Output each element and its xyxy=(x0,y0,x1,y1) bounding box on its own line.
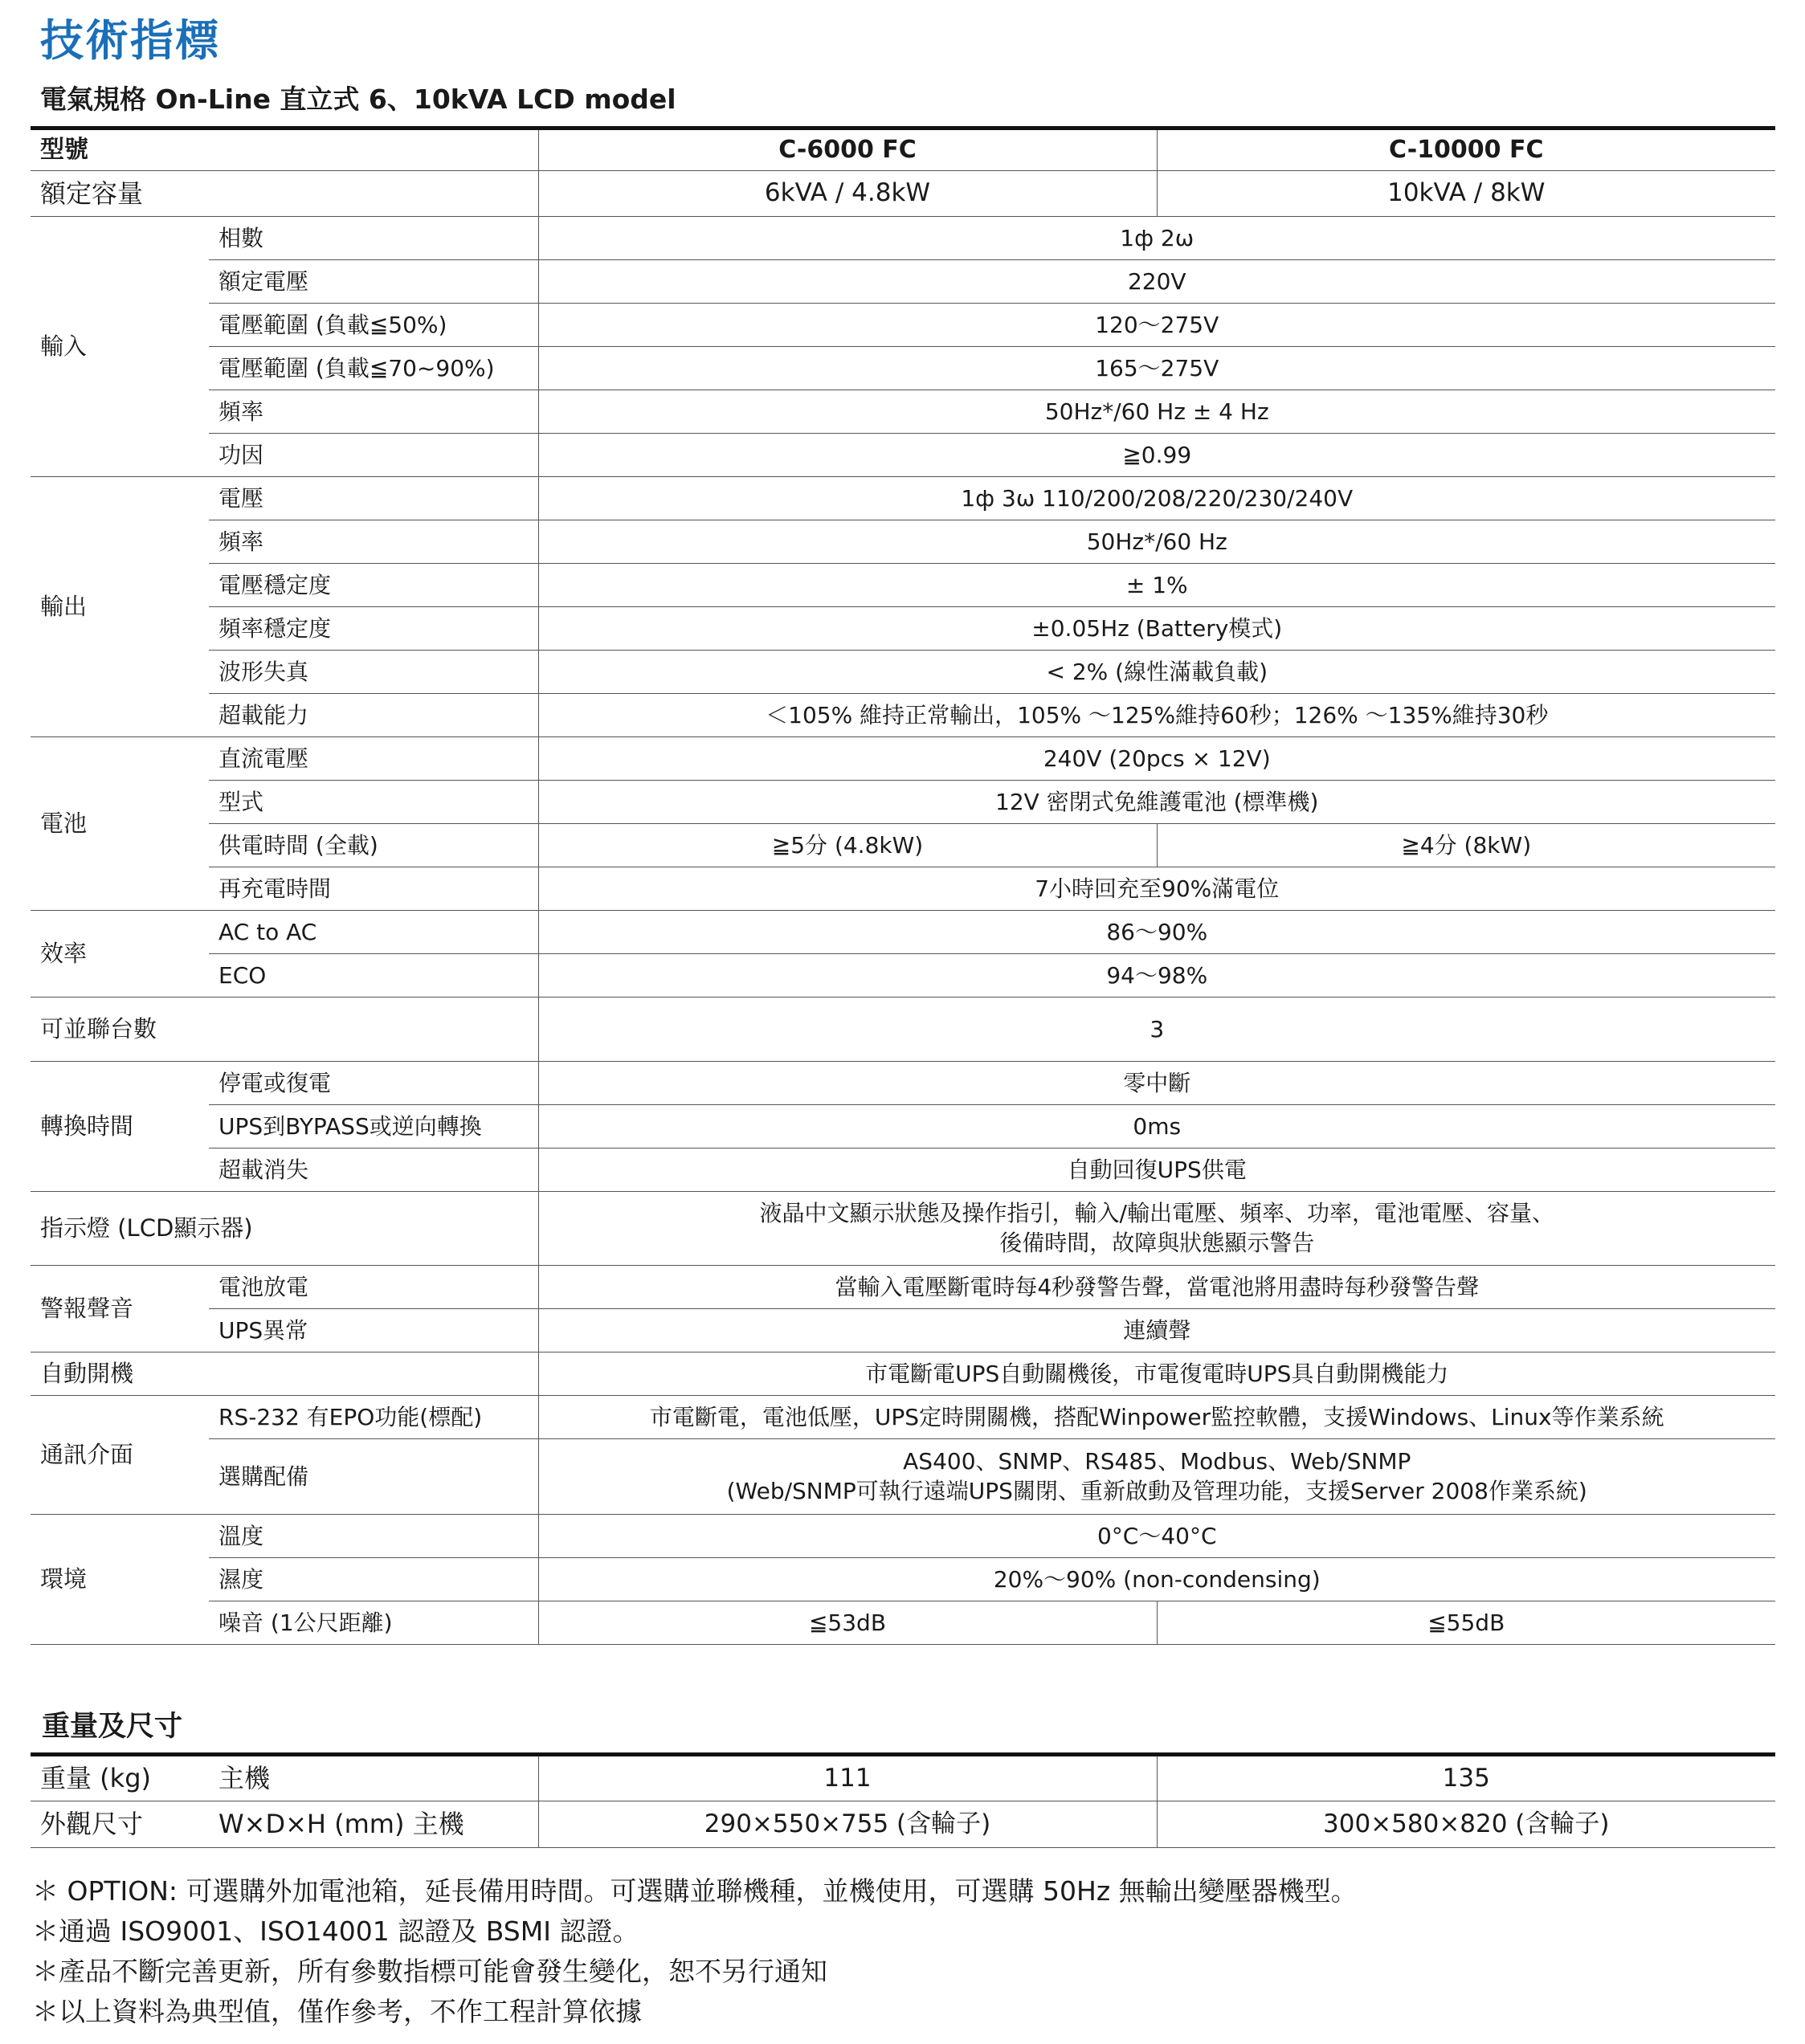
spec-row xyxy=(31,1148,1775,1192)
spec-name: 電壓穩定度 xyxy=(209,564,538,607)
spec-value: ＜105% 維持正常輸出，105% ～125%維持60秒；126% ～135%維持30秒 xyxy=(538,694,1775,737)
spec-value: 120～275V xyxy=(538,304,1775,347)
spec-value: 1ф 3ω 110/200/208/220/230/240V xyxy=(538,477,1775,520)
spec-row xyxy=(31,477,1775,520)
category-efficiency: 效率 xyxy=(31,911,209,998)
spec-row xyxy=(31,1105,1775,1148)
category-parallel: 可並聯台數 xyxy=(31,998,538,1062)
spec-row xyxy=(31,651,1775,694)
spec-row xyxy=(31,781,1775,824)
spec-value: 86～90% xyxy=(538,911,1775,954)
model-name: C-10000 FC xyxy=(1157,129,1775,171)
spec-row xyxy=(31,260,1775,304)
spec-name: 頻率穩定度 xyxy=(209,607,538,651)
spec-row xyxy=(31,954,1775,998)
dimension-label: 外觀尺寸 xyxy=(31,1801,209,1848)
spec-row xyxy=(31,1515,1775,1558)
footnote: ＊ OPTION: 可選購外加電池箱，延長備用時間。可選購並聯機種，並機使用，可選購 50Hz 無輸出變壓器機型。 xyxy=(32,1875,1358,1907)
spec-value: ±0.05Hz (Battery模式) xyxy=(538,607,1775,651)
model-header-row xyxy=(31,129,1775,171)
spec-value: 市電斷電UPS自動關機後，市電復電時UPS具自動開機能力 xyxy=(538,1352,1775,1396)
comm-option-line: (Web/SNMP可執行遠端UPS關閉、重新啟動及管理功能，支援Server 2008作業系統) xyxy=(726,1477,1587,1504)
spec-value: 50Hz*/60 Hz xyxy=(538,520,1775,564)
spec-name: ECO xyxy=(209,954,538,998)
footnote: ＊以上資料為典型值，僅作參考，不作工程計算依據 xyxy=(32,1996,642,2027)
footnote: ＊產品不斷完善更新，所有參數指標可能會發生變化，恕不另行通知 xyxy=(32,1956,827,1987)
spec-value: 自動回復UPS供電 xyxy=(538,1148,1775,1192)
category-output: 輸出 xyxy=(31,477,209,737)
capacity-row xyxy=(31,171,1775,217)
model-name: C-6000 FC xyxy=(538,129,1157,171)
spec-value: 7小時回充至90%滿電位 xyxy=(538,867,1775,911)
spec-row xyxy=(31,1601,1775,1645)
spec-value: 165～275V xyxy=(538,347,1775,390)
spec-name: 電壓範圍 (負載≦50%) xyxy=(209,304,538,347)
weight-row xyxy=(31,1755,1775,1801)
weight-label: 重量 (kg) xyxy=(31,1755,209,1801)
dimension-row xyxy=(31,1801,1775,1848)
spec-row xyxy=(31,1352,1775,1396)
spec-name: 主機 xyxy=(209,1755,538,1801)
spec-name: 頻率 xyxy=(209,520,538,564)
spec-value: 290×550×755 (含輪子) xyxy=(538,1801,1157,1848)
category-comm: 通訊介面 xyxy=(31,1396,209,1515)
category-transfer: 轉換時間 xyxy=(31,1062,209,1192)
spec-value: 市電斷電，電池低壓，UPS定時開關機，搭配Winpower監控軟體，支援Windows、Linux等作業系統 xyxy=(538,1396,1775,1439)
spec-name: UPS異常 xyxy=(209,1309,538,1352)
category-alarm: 警報聲音 xyxy=(31,1266,209,1352)
spec-value xyxy=(538,1192,1775,1266)
page-title: 技術指標 xyxy=(40,15,220,66)
spec-row xyxy=(31,1439,1775,1515)
spec-name: 功因 xyxy=(209,434,538,477)
spec-value: 當輸入電壓斷電時每4秒發警告聲，當電池將用盡時每秒發警告聲 xyxy=(538,1266,1775,1309)
spec-value: ≧4分 (8kW) xyxy=(1157,824,1775,867)
weight-section-title: 重量及尺寸 xyxy=(42,1711,183,1743)
spec-row xyxy=(31,998,1775,1062)
category-input: 輸入 xyxy=(31,217,209,477)
category-auto-restart: 自動開機 xyxy=(31,1352,538,1396)
spec-value: 1ф 2ω xyxy=(538,217,1775,260)
spec-value: 0°C～40°C xyxy=(538,1515,1775,1558)
spec-name: 電壓 xyxy=(209,477,538,520)
spec-value: ≧0.99 xyxy=(538,434,1775,477)
spec-value: 20%～90% (non-condensing) xyxy=(538,1558,1775,1601)
spec-value: 135 xyxy=(1157,1755,1775,1801)
capacity-value: 10kVA / 8kW xyxy=(1157,171,1775,217)
spec-row xyxy=(31,347,1775,390)
spec-table xyxy=(31,126,1775,1645)
spec-row xyxy=(31,1558,1775,1601)
spec-value: 300×580×820 (含輪子) xyxy=(1157,1801,1775,1848)
spec-row xyxy=(31,867,1775,911)
spec-name: 波形失真 xyxy=(209,651,538,694)
spec-value: ± 1% xyxy=(538,564,1775,607)
indicator-line: 後備時間，故障與狀態顯示警告 xyxy=(999,1229,1315,1256)
spec-name: 溫度 xyxy=(209,1515,538,1558)
spec-name: 停電或復電 xyxy=(209,1062,538,1105)
category-battery: 電池 xyxy=(31,737,209,911)
spec-row xyxy=(31,824,1775,867)
spec-row xyxy=(31,1309,1775,1352)
spec-name: UPS到BYPASS或逆向轉換 xyxy=(209,1105,538,1148)
spec-name: 超載消失 xyxy=(209,1148,538,1192)
spec-value xyxy=(538,1439,1775,1515)
spec-name: 濕度 xyxy=(209,1558,538,1601)
spec-row xyxy=(31,564,1775,607)
comm-option-line: AS400、SNMP、RS485、Modbus、Web/SNMP xyxy=(903,1448,1411,1475)
spec-value: 94～98% xyxy=(538,954,1775,998)
spec-name: 電池放電 xyxy=(209,1266,538,1309)
spec-row xyxy=(31,217,1775,260)
spec-row xyxy=(31,1396,1775,1439)
spec-value: 111 xyxy=(538,1755,1157,1801)
spec-value: ≦53dB xyxy=(538,1601,1157,1645)
weight-table xyxy=(31,1752,1775,1848)
spec-name: 頻率 xyxy=(209,390,538,434)
category-indicator: 指示燈 (LCD顯示器) xyxy=(31,1192,538,1266)
spec-value: 0ms xyxy=(538,1105,1775,1148)
footnote: ＊通過 ISO9001、ISO14001 認證及 BSMI 認證。 xyxy=(32,1915,639,1947)
spec-name: 超載能力 xyxy=(209,694,538,737)
spec-subtitle: 電氣規格 On-Line 直立式 6、10kVA LCD model xyxy=(40,84,676,115)
spec-name: 額定電壓 xyxy=(209,260,538,304)
spec-value: < 2% (線性滿載負載) xyxy=(538,651,1775,694)
spec-name: 選購配備 xyxy=(209,1439,538,1515)
spec-name: 直流電壓 xyxy=(209,737,538,781)
spec-value: 220V xyxy=(538,260,1775,304)
spec-row xyxy=(31,694,1775,737)
spec-row xyxy=(31,1266,1775,1309)
spec-name: RS-232 有EPO功能(標配) xyxy=(209,1396,538,1439)
spec-row xyxy=(31,390,1775,434)
spec-value: 3 xyxy=(538,998,1775,1062)
spec-value: 50Hz*/60 Hz ± 4 Hz xyxy=(538,390,1775,434)
spec-name: 噪音 (1公尺距離) xyxy=(209,1601,538,1645)
spec-row xyxy=(31,911,1775,954)
spec-name: 電壓範圍 (負載≦70~90%) xyxy=(209,347,538,390)
spec-value: 240V (20pcs × 12V) xyxy=(538,737,1775,781)
indicator-line: 液晶中文顯示狀態及操作指引，輸入/輸出電壓、頻率、功率，電池電壓、容量、 xyxy=(759,1200,1554,1227)
spec-name: 型式 xyxy=(209,781,538,824)
spec-value: ≧5分 (4.8kW) xyxy=(538,824,1157,867)
footnotes xyxy=(32,1871,1358,2032)
model-label: 型號 xyxy=(31,129,538,171)
category-environment: 環境 xyxy=(31,1515,209,1645)
spec-name: 相數 xyxy=(209,217,538,260)
spec-row xyxy=(31,304,1775,347)
spec-name: AC to AC xyxy=(209,911,538,954)
capacity-label: 額定容量 xyxy=(31,171,538,217)
spec-name: 供電時間 (全載) xyxy=(209,824,538,867)
spec-row xyxy=(31,1062,1775,1105)
spec-row xyxy=(31,434,1775,477)
spec-row xyxy=(31,737,1775,781)
spec-value: 零中斷 xyxy=(538,1062,1775,1105)
spec-row xyxy=(31,520,1775,564)
spec-row xyxy=(31,1192,1775,1266)
capacity-value: 6kVA / 4.8kW xyxy=(538,171,1157,217)
spec-value: ≦55dB xyxy=(1157,1601,1775,1645)
spec-name: 再充電時間 xyxy=(209,867,538,911)
spec-value: 12V 密閉式免維護電池 (標準機) xyxy=(538,781,1775,824)
spec-value: 連續聲 xyxy=(538,1309,1775,1352)
spec-row xyxy=(31,607,1775,651)
spec-name: W×D×H (mm) 主機 xyxy=(209,1801,538,1848)
